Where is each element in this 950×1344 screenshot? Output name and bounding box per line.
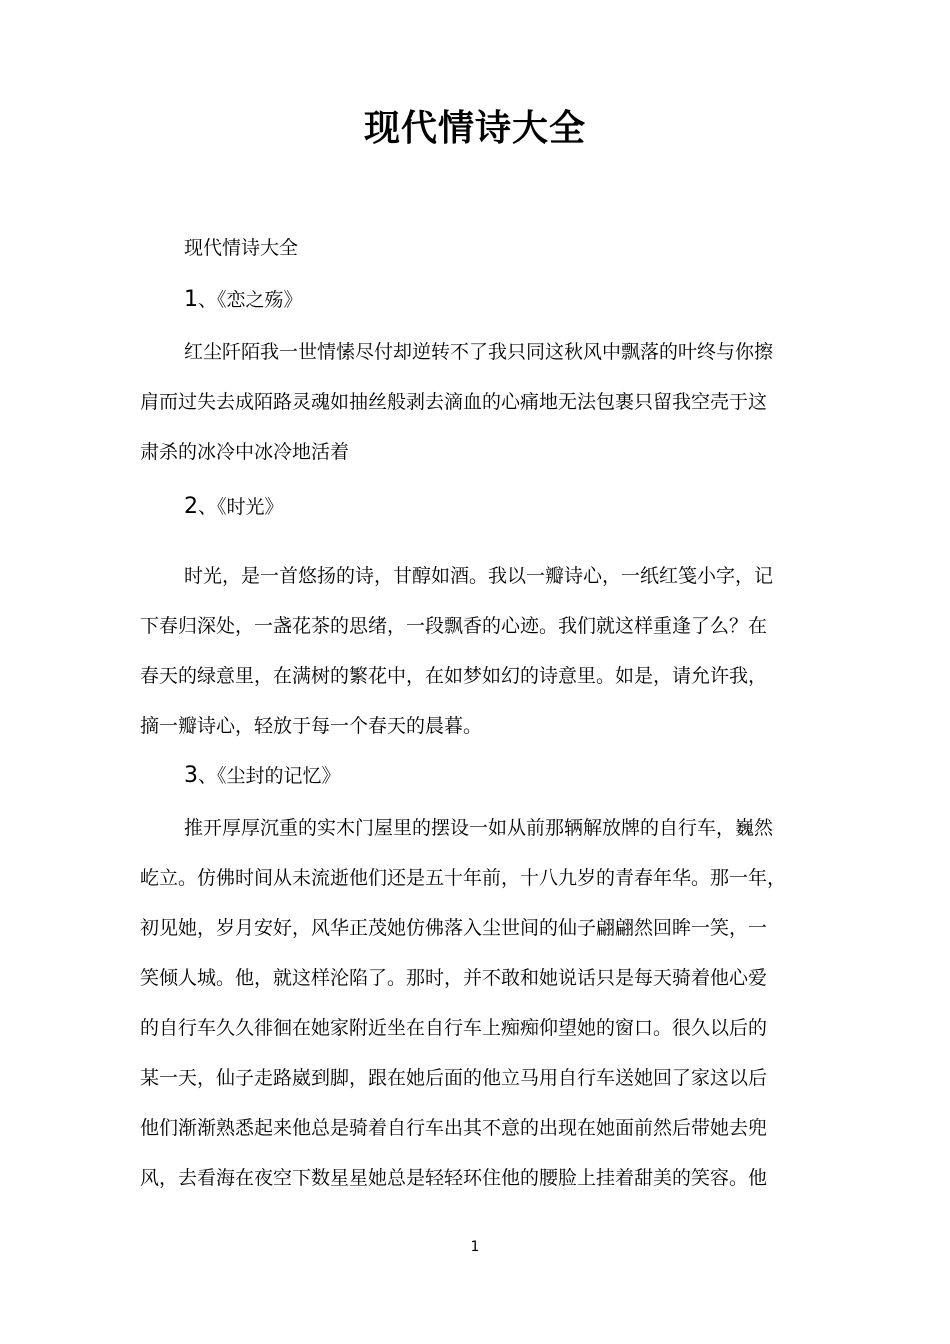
body-line: 某一天，仙子走路崴到脚，跟在她后面的他立马用自行车送她回了家这以后	[140, 1067, 768, 1089]
section-number: 1	[184, 287, 198, 312]
body-line: 摘一瓣诗心，轻放于每一个春天的晨暮。	[140, 715, 483, 737]
body-line: 风，去看海在夜空下数星星她总是轻轻环住他的腰脸上挂着甜美的笑容。他	[140, 1167, 768, 1189]
document-title: 现代情诗大全	[363, 108, 586, 149]
section-heading-3	[184, 761, 341, 791]
section-body-3	[140, 803, 830, 1203]
body-line: 笑倾人城。他，就这样沦陷了。那时，并不敢和她说话只是每天骑着他心爱	[140, 967, 768, 989]
section-number: 3	[184, 763, 198, 788]
section-name: 《时光》	[217, 496, 284, 518]
section-name: 《恋之殇》	[217, 289, 303, 311]
section-heading-1	[184, 285, 303, 315]
body-line: 肩而过失去成陌路灵魂如抽丝般剥去滴血的心痛地无法包裹只留我空壳于这	[140, 391, 768, 413]
page-number: 1	[470, 1239, 480, 1255]
section-separator: 、	[198, 496, 218, 518]
section-body-2	[140, 551, 830, 751]
document-subtitle: 现代情诗大全	[184, 237, 299, 259]
section-body-1	[140, 327, 830, 477]
body-line: 时光，是一首悠扬的诗，甘醇如酒。我以一瓣诗心，一纸红笺小字，记	[184, 565, 774, 587]
body-line: 肃杀的冰冷中冰冷地活着	[140, 441, 350, 463]
body-line: 下春归深处，一盏花茶的思绪，一段飘香的心迹。我们就这样重逢了么？在	[140, 615, 768, 637]
body-line: 屹立。仿佛时间从未流逝他们还是五十年前，十八九岁的青春年华。那一年，	[140, 867, 787, 889]
body-line: 红尘阡陌我一世情愫尽付却逆转不了我只同这秋风中飘落的叶终与你擦	[184, 341, 774, 363]
section-name: 《尘封的记忆》	[217, 765, 341, 787]
section-number: 2	[184, 494, 198, 519]
body-line: 他们渐渐熟悉起来他总是骑着自行车出其不意的出现在她面前然后带她去兜	[140, 1117, 768, 1139]
body-line: 初见她，岁月安好，风华正茂她仿佛落入尘世间的仙子翩翩然回眸一笑，一	[140, 917, 768, 939]
body-line: 的自行车久久徘徊在她家附近坐在自行车上痴痴仰望她的窗口。很久以后的	[140, 1017, 768, 1039]
section-heading-2	[184, 492, 284, 522]
body-line: 推开厚厚沉重的实木门屋里的摆设一如从前那辆解放牌的自行车，巍然	[184, 817, 774, 839]
section-separator: 、	[198, 289, 218, 311]
body-line: 春天的绿意里，在满树的繁花中，在如梦如幻的诗意里。如是，请允许我，	[140, 665, 768, 687]
section-separator: 、	[198, 765, 218, 787]
